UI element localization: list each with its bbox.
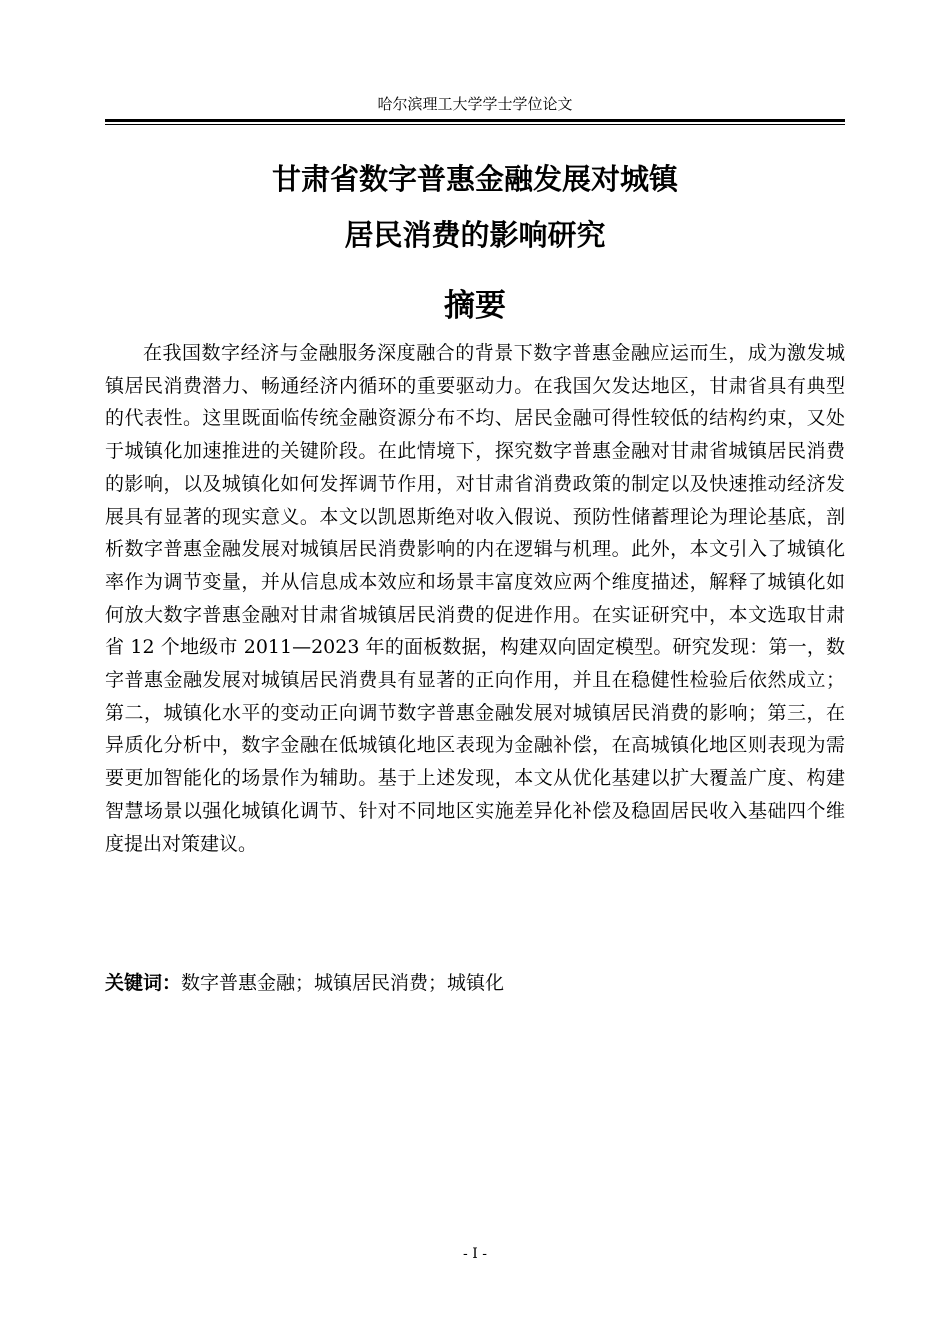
thesis-title-line-2: 居民消费的影响研究 xyxy=(344,218,606,252)
abstract-heading: 摘要 xyxy=(444,288,506,324)
keywords-terms: 数字普惠金融；城镇居民消费；城镇化 xyxy=(181,972,505,994)
header-rule-thin xyxy=(105,124,845,125)
page-number: - I - xyxy=(463,1246,487,1262)
abstract-body: 在我国数字经济与金融服务深度融合的背景下数字普惠金融应运而生，成为激发城镇居民消费潜力、畅通经济内循环的重要驱动力。在我国欠发达地区，甘肃省具有典型的代表性。这里既面临传统金融资源分布不均、居民金融可得性较低的结构约束，又处于城镇化加速推进的关键阶段。在此情境下，探究数字普惠金融对甘肃省城镇居民消费的影响，以及城镇化如何发挥调节作用，对甘肃省消费政策的制定以及快速推动经济发展具有显著的现实意义。本文以凯恩斯绝对收入假说、预防性储蓄理论为理论基底，剖析数字普惠金融发展对城镇居民消费影响的内在逻辑与机理。此外，本文引入了城镇化率作为调节变量，并从信息成本效应和场景丰富度效应两个维度描述，解释了城镇化如何放大数字普惠金融对甘肃省城镇居民消费的促进作用。在实证研究中，本文选取甘肃省 12 个地级市 2011—2023 年的面板数据，构建双向固定模型。研究发现：第一，数字普惠金融发展对城镇居民消费具有显著的正向作用，并且在稳健性检验后依然成立；第二，城镇化水平的变动正向调节数字普惠金融发展对城镇居民消费的影响；第三，在异质化分析中，数字金融在低城镇化地区表现为金融补偿，在高城镇化地区则表现为需要更加智能化的场景作为辅助。基于上述发现，本文从优化基建以扩大覆盖广度、构建智慧场景以强化城镇化调节、针对不同地区实施差异化补偿及稳固居民收入基础四个维度提出对策建议。 xyxy=(105,342,845,855)
running-header: 哈尔滨理工大学学士学位论文 xyxy=(377,95,573,113)
thesis-title-line-1: 甘肃省数字普惠金融发展对城镇 xyxy=(271,162,678,196)
header-rule-thick xyxy=(105,119,845,122)
keywords-label: 关键词： xyxy=(105,972,182,994)
keywords-line xyxy=(105,969,845,997)
